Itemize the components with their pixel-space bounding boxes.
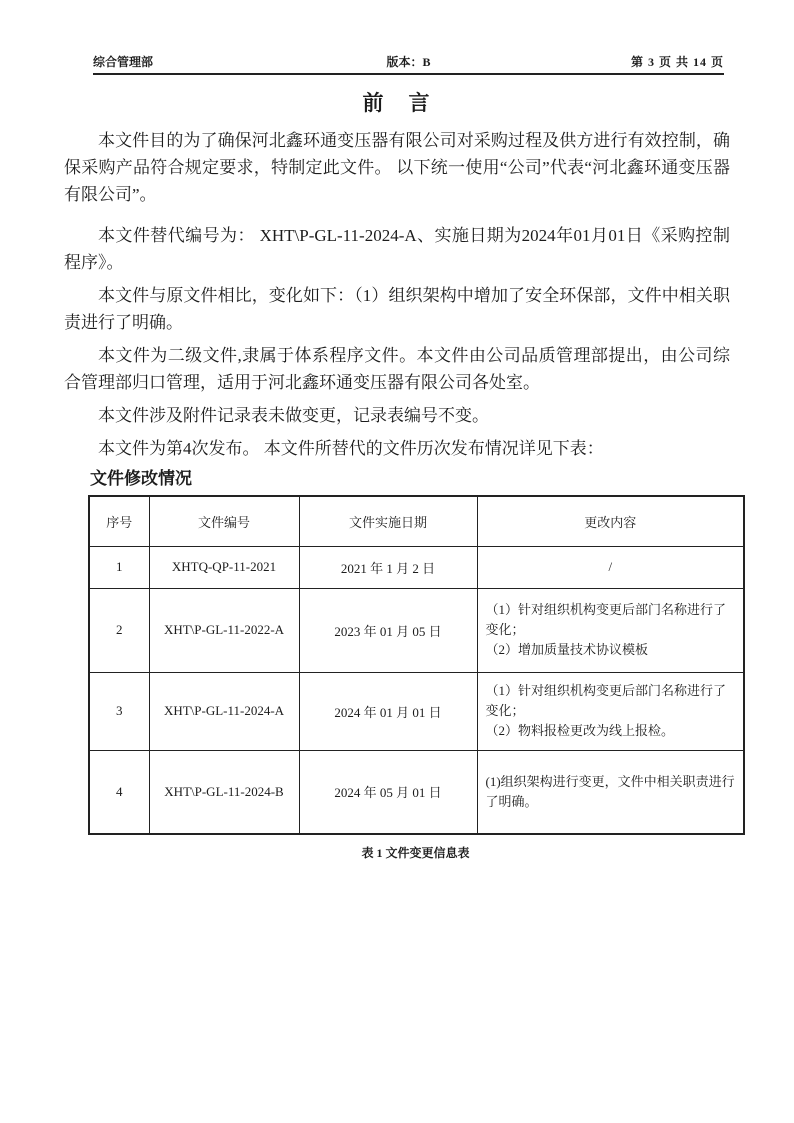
cell-seq: 2	[89, 588, 149, 672]
paragraph-classification: 本文件为二级文件,隶属于体系程序文件。本文件由公司品质管理部提出，由公司综合管理部归口管理，适用于河北鑫环通变压器有限公司各处室。	[64, 346, 730, 392]
table-row	[89, 546, 744, 588]
cell-seq: 1	[89, 546, 149, 588]
document-title: 前 言	[362, 91, 432, 115]
cell-doc-no: XHT\P-GL-11-2022-A	[149, 588, 299, 672]
col-header-date: 文件实施日期	[299, 496, 477, 546]
cell-changes	[477, 588, 744, 672]
col-header-doc-no: 文件编号	[149, 496, 299, 546]
table-row	[89, 750, 744, 834]
table-caption: 表 1 文件变更信息表	[361, 846, 470, 860]
cell-changes	[477, 546, 744, 588]
cell-date: 2024 年 01 月 01 日	[299, 672, 477, 750]
page-header	[93, 53, 724, 75]
cell-doc-no: XHTQ-QP-11-2021	[149, 546, 299, 588]
change-line: （1）针对组织机构变更后部门名称进行了变化；	[485, 683, 727, 718]
change-line: (1)组织架构进行变更，文件中相关职责进行了明确。	[485, 773, 735, 809]
change-line: （2）物料报检更改为线上报检。	[485, 723, 675, 738]
cell-doc-no: XHT\P-GL-11-2024-B	[149, 750, 299, 834]
header-department: 综合管理部	[93, 55, 154, 69]
cell-date: 2021 年 1 月 2 日	[299, 546, 477, 588]
header-version: 版本：B	[386, 55, 431, 69]
cell-seq: 4	[89, 750, 149, 834]
change-line: （2）增加质量技术协议模板	[485, 642, 649, 657]
cell-changes	[477, 672, 744, 750]
change-line: /	[608, 559, 613, 574]
header-page-number: 第 3 页 共 14 页	[630, 55, 724, 69]
col-header-changes: 更改内容	[477, 496, 744, 546]
document-body	[64, 127, 730, 462]
change-line: （1）针对组织机构变更后部门名称进行了变化；	[485, 602, 727, 637]
cell-changes	[477, 750, 744, 834]
paragraph-attachments: 本文件涉及附件记录表未做变更，记录表编号不变。	[98, 406, 489, 425]
cell-seq: 3	[89, 672, 149, 750]
col-header-seq: 序号	[89, 496, 149, 546]
cell-date: 2024 年 05 月 01 日	[299, 750, 477, 834]
table-row	[89, 588, 744, 672]
paragraph-release-history: 本文件为第4次发布。 本文件所替代的文件历次发布情况详见下表：	[98, 439, 604, 458]
paragraph-replaces: 本文件替代编号为： XHT\P-GL-11-2024-A、实施日期为2024年01月01日《采购控制程序》。	[64, 226, 730, 272]
cell-date: 2023 年 01 月 05 日	[299, 588, 477, 672]
cell-doc-no: XHT\P-GL-11-2024-A	[149, 672, 299, 750]
paragraph-changes: 本文件与原文件相比，变化如下：（1）组织架构中增加了安全环保部，文件中相关职责进行了明确。	[64, 286, 730, 332]
paragraph-purpose: 本文件目的为了确保河北鑫环通变压器有限公司对采购过程及供方进行有效控制，确保采购产品符合规定要求，特制定此文件。 以下统一使用“公司”代表“河北鑫环通变压器有限公司”。	[64, 131, 730, 204]
section-heading: 文件修改情况	[90, 469, 192, 488]
revision-table	[88, 495, 745, 835]
table-header-row	[89, 496, 744, 546]
table-row	[89, 672, 744, 750]
